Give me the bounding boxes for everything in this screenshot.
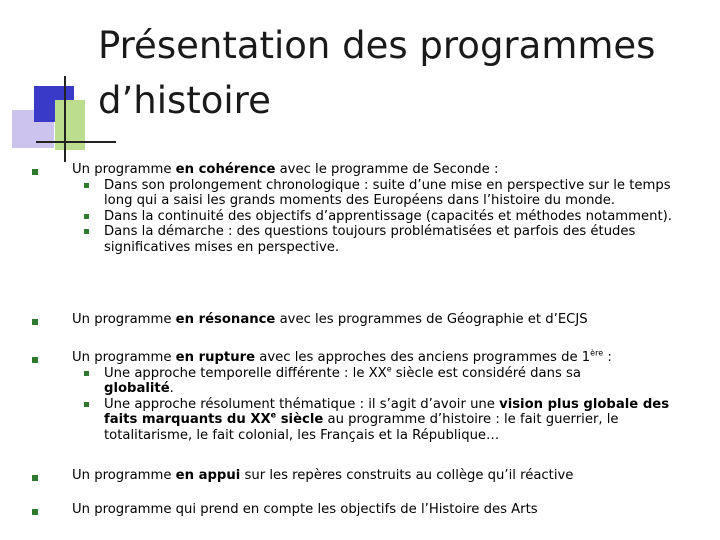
sub-item-text xyxy=(104,397,692,444)
decorative-line-vertical xyxy=(64,76,66,162)
superscript: e xyxy=(386,364,392,374)
decorative-line-horizontal xyxy=(36,141,116,143)
item-text-strong: en appui xyxy=(175,468,241,483)
slide-title-line-2: d’histoire xyxy=(98,79,271,122)
sub-list-item xyxy=(72,178,692,209)
item-text-pre: Un programme xyxy=(72,162,176,177)
slide-title xyxy=(98,18,655,128)
item-text-post: avec les programmes de Géographie et d’ECJS xyxy=(275,312,588,327)
item-text-strong: en rupture xyxy=(175,350,256,365)
bullet-square-icon xyxy=(32,509,38,515)
bullet-square-icon xyxy=(32,319,38,325)
superscript: e xyxy=(270,410,277,420)
sub-text-part: . xyxy=(169,381,174,396)
sub-text-part: Une approche résolument thématique : il s’agit d’avoir une xyxy=(104,396,500,412)
sub-item-text: Dans la continuité des objectifs d’apprentissage (capacités et méthodes notamment). xyxy=(104,208,672,224)
item-text-post: sur les repères construits au collège qu’il réactive xyxy=(240,468,574,483)
bullet-square-icon xyxy=(32,475,38,481)
list-item-text xyxy=(72,468,692,484)
superscript: ère xyxy=(590,348,604,358)
sub-list-item xyxy=(72,209,692,225)
list-item-text xyxy=(72,162,692,255)
bullet-square-icon xyxy=(32,169,38,175)
sub-list-item xyxy=(72,397,692,444)
sub-bullet-square-icon xyxy=(84,402,89,407)
item-text-pre: Un programme xyxy=(72,312,176,327)
sub-bullet-square-icon xyxy=(84,229,89,234)
item-text-strong: en résonance xyxy=(175,312,276,327)
item-text-post2: : xyxy=(603,350,612,365)
sub-text-strong-part: siècle xyxy=(276,412,324,427)
sub-bullet-square-icon xyxy=(84,214,89,219)
item-text-pre: Un programme xyxy=(72,468,176,483)
sub-text-strong-part: vision plus globale des faits marquants du XX xyxy=(104,396,670,427)
sub-text-strong: globalité xyxy=(104,381,170,396)
list-item-text: Un programme qui prend en compte les objectifs de l’Histoire des Arts xyxy=(72,502,538,517)
list-item-text xyxy=(72,312,692,328)
sub-item-text xyxy=(104,366,692,397)
item-text-strong: en cohérence xyxy=(175,162,276,177)
sub-bullet-square-icon xyxy=(84,371,89,376)
sub-item-text: Dans la démarche : des questions toujours problématisées et parfois des études significatives mises en perspective. xyxy=(104,224,636,255)
sub-text-part: au programme d’histoire : le fait guerrier, le totalitarisme, le fait colonial, les Français et la République… xyxy=(104,412,619,443)
item-text-post: avec le programme de Seconde : xyxy=(275,162,499,177)
sub-list-item xyxy=(72,224,692,255)
item-text-pre: Un programme xyxy=(72,350,176,365)
sub-bullet-square-icon xyxy=(84,183,89,188)
bullet-square-icon xyxy=(32,357,38,363)
slide-title-line-1: Présentation des programmes xyxy=(98,24,656,67)
sub-list-item xyxy=(72,366,692,397)
sub-item-text: Dans son prolongement chronologique : suite d’une mise en perspective sur le temps long qui a saisi les grands moments des Européens dans l’histoire du monde. xyxy=(104,177,671,208)
item-text-post: avec les approches des anciens programmes de 1 xyxy=(255,350,591,365)
list-item-text xyxy=(72,350,692,443)
sub-text-part: Une approche temporelle différente : le XX xyxy=(104,365,387,381)
sub-text-part: siècle est considéré dans sa xyxy=(391,365,581,381)
